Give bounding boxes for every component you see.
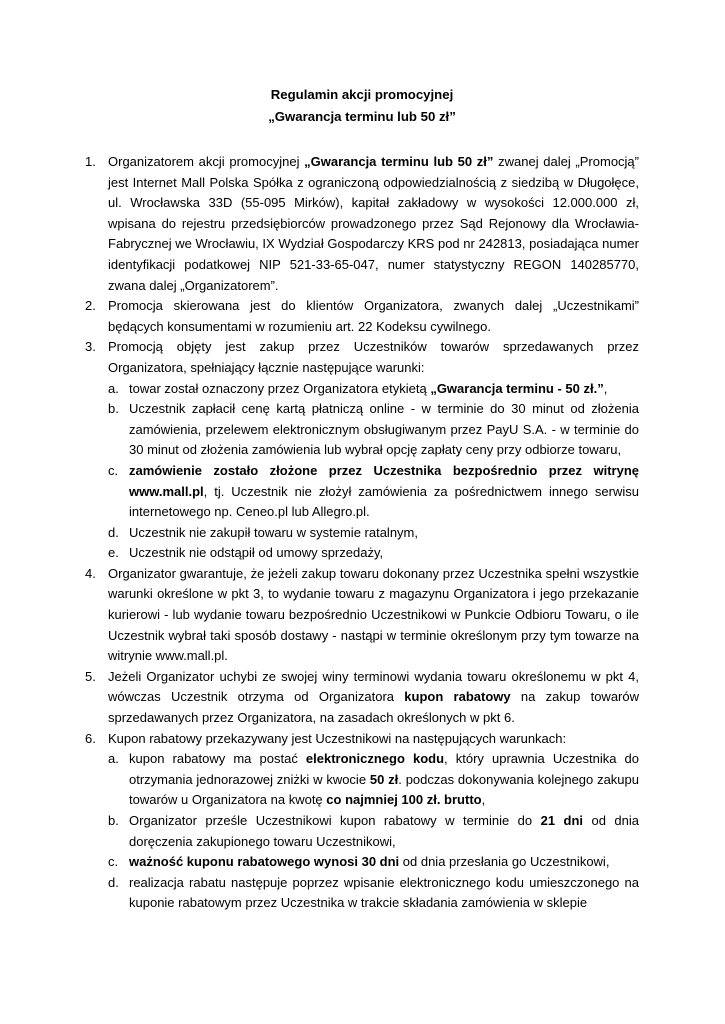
sub-item-text: , xyxy=(603,380,608,396)
sub-item-bold-text: zamówienie zostało złożone przez Uczestnika bezpośrednio przez witrynę www.mall.pl xyxy=(129,462,639,499)
item-number: 1. xyxy=(85,154,96,169)
sub-item-letter: e. xyxy=(108,545,119,561)
item-number: 4. xyxy=(85,565,96,581)
sub-item-text: realizacja rabatu następuje poprzez wpisanie elektronicznego kodu umieszczonego na kuponie rabatowym przez Uczestnika w trakcie składania zamówienia w sklepie xyxy=(129,874,639,911)
sub-item-letter: c. xyxy=(108,854,119,870)
sub-item-text: kupon rabatowy ma postać xyxy=(129,751,306,767)
sub-list-item xyxy=(108,852,639,873)
list-item xyxy=(85,152,639,296)
item-text: Promocja skierowana jest do klientów Organizatora, zwanych dalej „Uczestnikami” będących konsumentami w rozumieniu art. 22 Kodeksu cywilnego. xyxy=(108,298,639,334)
item-text: zwanej dalej „Promocją” jest Internet Mall Polska Spółka z ograniczoną odpowiedzialnością z siedzibą w Długołęce, ul. Wrocławska 33D (55-095 Mirków), kapitał zakładowy w wysokości 12.000.000 zł, wpisana do rejestru przedsiębiorców prowadzonego przez Sąd Rejonowy dla Wrocławia-Fabrycznej we Wrocławiu, IX Wydział Gospodarczy KRS pod nr 242813, posiadająca numer identyfikacji podatkowej NIP 521-33-65-047, numer statystyczny REGON 140285770, zwana dalej „Organizatorem”. xyxy=(108,154,639,293)
minimum-amount: co najmniej 100 zł. brutto xyxy=(326,792,482,808)
item-number: 6. xyxy=(85,730,96,746)
sub-list xyxy=(108,749,639,914)
item-text: Kupon rabatowy przekazywany jest Uczestnikowi na następujących warunkach: xyxy=(108,730,567,746)
sub-list-item xyxy=(108,379,639,400)
sub-item-letter: a. xyxy=(108,380,119,396)
sub-item-letter: b. xyxy=(108,813,119,828)
sub-list-item xyxy=(108,399,639,461)
sub-item-letter: d. xyxy=(108,524,119,540)
document-title xyxy=(85,84,639,128)
sub-item-text: . podczas dokonywania kolejnego zakupu towarów u Organizatora na kwotę xyxy=(129,771,640,808)
title-line-1: Regulamin akcji promocyjnej xyxy=(270,87,454,102)
list-item xyxy=(85,337,639,564)
validity-term: ważność kuponu rabatowego wynosi 30 dni xyxy=(129,854,400,870)
promotion-name: „Gwarancja terminu lub 50 zł” xyxy=(304,154,494,169)
list-item xyxy=(85,729,639,914)
item-text: Organizator gwarantuje, że jeżeli zakup towaru dokonany przez Uczestnika spełni wszystkie warunki określone w pkt 3, to wydanie towaru z magazynu Organizatora i jego przekazanie kurierowi - lub wydanie towaru bezpośrednio Uczestnikowi w Punkcie Odbioru Towaru, o ile Uczestnik wybrał taki sposób dostawy - nastąpi w terminie określonym przy tym towarze na witrynie www.mall.pl. xyxy=(108,565,639,664)
regulations-list xyxy=(85,152,639,914)
sub-item-letter: c. xyxy=(108,462,119,478)
sub-list-item xyxy=(108,873,639,914)
delivery-days: 21 dni xyxy=(540,813,584,828)
sub-item-text: Uczestnik nie zakupił towaru w systemie ratalnym, xyxy=(129,524,418,540)
sub-item-letter: b. xyxy=(108,401,119,417)
sub-list-item xyxy=(108,749,639,811)
list-item xyxy=(85,564,639,667)
sub-item-bold-text: elektronicznego kodu xyxy=(305,751,445,767)
sub-item-text: towar został oznaczony przez Organizatora etykietą xyxy=(129,380,431,396)
sub-list xyxy=(108,379,639,564)
sub-item-text: od dnia doręczenia zakupionego towaru Uczestnikowi, xyxy=(129,813,639,849)
item-text: Promocją objęty jest zakup przez Uczestników towarów sprzedawanych przez Organizatora, spełniający łącznie następujące warunki: xyxy=(108,339,639,375)
sub-item-text: Organizator prześle Uczestnikowi kupon rabatowy w terminie do xyxy=(129,813,541,828)
item-text: Jeżeli Organizator uchybi ze swojej winy terminowi wydania towaru określonemu w pkt 4, wówczas Uczestnik otrzyma od Organizatora xyxy=(108,668,639,705)
item-text: na zakup towarów sprzedawanych przez Organizatora, na zasadach określonych w pkt 6. xyxy=(108,689,639,726)
coupon-term: kupon rabatowy xyxy=(404,689,511,705)
label-name: „Gwarancja terminu - 50 zł.” xyxy=(430,380,604,396)
sub-list-item xyxy=(108,811,639,852)
sub-item-text: od dnia przesłania go Uczestnikowi, xyxy=(399,854,610,870)
list-item xyxy=(85,667,639,729)
discount-amount: 50 zł xyxy=(369,771,399,787)
item-number: 3. xyxy=(85,339,96,355)
item-number: 5. xyxy=(85,668,96,684)
sub-item-text: Uczestnik nie odstąpił od umowy sprzedaży, xyxy=(129,545,384,561)
sub-item-text: Uczestnik zapłacił cenę kartą płatniczą online - w terminie do 30 minut od złożenia zamówienia, przelewem elektronicznym obsługiwanym przez PayU S.A. - w terminie do 30 minut od złożenia zamówienia lub wybrał opcję zapłaty ceny przy odbiorze towaru, xyxy=(129,401,639,458)
sub-item-letter: d. xyxy=(108,874,119,890)
sub-item-letter: a. xyxy=(108,751,119,767)
sub-item-text: , xyxy=(481,792,486,808)
sub-list-item xyxy=(108,543,639,564)
list-item xyxy=(85,296,639,337)
title-line-2: „Gwarancja terminu lub 50 zł” xyxy=(268,109,456,124)
sub-list-item xyxy=(108,523,639,544)
item-text: Organizatorem akcji promocyjnej xyxy=(108,154,305,169)
sub-item-text: , tj. Uczestnik nie złożył zamówienia za pośrednictwem innego serwisu internetowego np. Ceneo.pl lub Allegro.pl. xyxy=(129,483,639,520)
sub-item-text: , który uprawnia Uczestnika do otrzymania jednorazowej zniżki w kwocie xyxy=(129,751,640,787)
item-number: 2. xyxy=(85,298,96,314)
sub-list-item xyxy=(108,461,639,523)
